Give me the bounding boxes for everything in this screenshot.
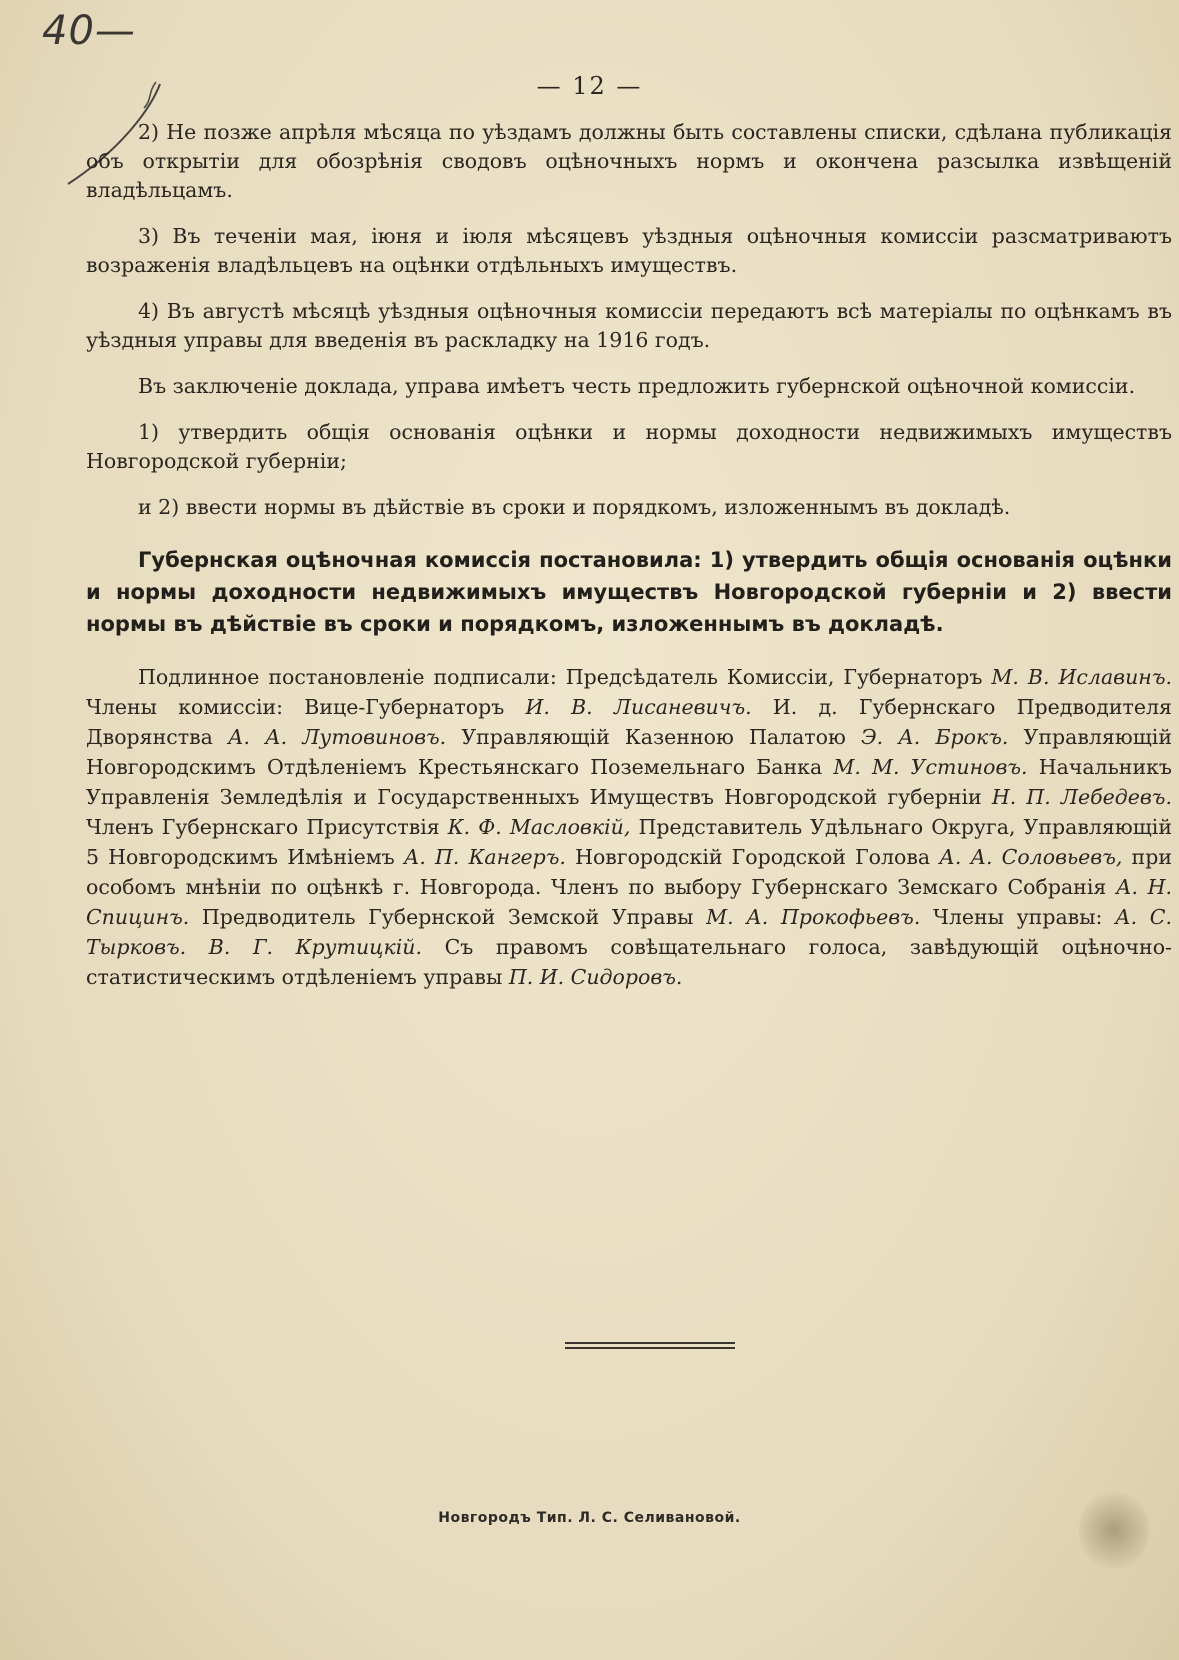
signatures-text: И. д. Губернскаго Предводителя Дворянства bbox=[86, 695, 1172, 749]
signatures-text: Съ правомъ совѣщательнаго голоса, завѣдующій оцѣночно-статистическимъ отдѣленіемъ управы bbox=[86, 935, 1172, 989]
conclusion-intro: Въ заключеніе доклада, управа имѣетъ честь предложить губернской оцѣночной комиссіи. bbox=[138, 374, 1136, 398]
signatures-text: Члены управы: bbox=[920, 905, 1116, 929]
signatures-text: Членъ Губернскаго Присутствія bbox=[86, 815, 448, 839]
divider-line bbox=[565, 1347, 735, 1349]
signatures-text: Предводитель Губернской Земской Управы bbox=[189, 905, 707, 929]
signatory-name: М. М. Устиновъ. bbox=[833, 755, 1028, 779]
paragraph-item-4: 4) Въ августѣ мѣсяцѣ уѣздныя оцѣночныя комиссіи передаютъ всѣ матеріалы по оцѣнкамъ въ уѣздныя управы для введенія въ раскладку на 1916 годъ. bbox=[86, 299, 1172, 352]
signatory-name: А. А. Соловьевъ, bbox=[939, 845, 1123, 869]
signatures-text: Управляющій Новгородскимъ Отдѣленіемъ Крестьянскаго Поземельнаго Банка bbox=[86, 725, 1172, 779]
signatures-paragraph bbox=[86, 662, 1172, 992]
signatory-name: А. А. Лутовиновъ. bbox=[227, 725, 447, 749]
page-number: — 12 — bbox=[536, 72, 643, 100]
proposal-item-1: 1) утвердить общія основанія оцѣнки и нормы доходности недвижимыхъ имуществъ Новгородской губерніи; bbox=[86, 420, 1172, 473]
signatory-name: М. А. Прокофьевъ. bbox=[706, 905, 921, 929]
commission-resolution: Губернская оцѣночная комиссія постановила: 1) утвердить общія основанія оцѣнки и нормы доходности недвижимыхъ имуществъ Новгородской губерніи и 2) ввести нормы въ дѣйствіе въ сроки и порядкомъ, изложеннымъ въ докладѣ. bbox=[86, 548, 1172, 636]
signatures-text: Члены комиссіи: Вице-Губернаторъ bbox=[86, 695, 526, 719]
signatory-name: К. Ф. Масловкій, bbox=[447, 815, 631, 839]
proposal-item-2: и 2) ввести нормы въ дѣйствіе въ сроки и порядкомъ, изложеннымъ въ докладѣ. bbox=[138, 495, 1011, 519]
signatures-text: Подлинное постановленіе подписали: Предсѣдатель Комиссіи, Губернаторъ bbox=[138, 665, 992, 689]
paragraph-item-3: 3) Въ теченіи мая, іюня и іюля мѣсяцевъ уѣздныя оцѣночныя комиссіи разсматриваютъ возраженія владѣльцевъ на оцѣнки отдѣльныхъ имуществъ. bbox=[86, 224, 1172, 277]
signatures-text: Начальникъ Управленія Земледѣлія и Государственныхъ Имуществъ Новгородской губерніи bbox=[86, 755, 1172, 809]
signatures-text: Представитель Удѣльнаго Округа, Управляющій 5 Новгородскимъ Имѣніемъ bbox=[86, 815, 1172, 869]
printer-imprint: Новгородъ Тип. Л. С. Селивановой. bbox=[438, 1510, 741, 1526]
signatory-name: И. В. Лисаневичъ. bbox=[525, 695, 752, 719]
signatory-name: Н. П. Лебедевъ. bbox=[991, 785, 1172, 809]
signatures-text: Управляющій Казенною Палатою bbox=[446, 725, 861, 749]
signatory-name: М. В. Иславинъ. bbox=[991, 665, 1172, 689]
signatory-name: П. И. Сидоровъ. bbox=[508, 965, 683, 989]
signatory-name: А. П. Кангеръ. bbox=[403, 845, 566, 869]
signatory-name: А. Н. Спицинъ. bbox=[86, 875, 1173, 929]
signatures-text: Новгородскій Городской Голова bbox=[565, 845, 940, 869]
signatory-name: А. С. Тырковъ. В. Г. Крутицкій. bbox=[86, 905, 1172, 959]
signatures-text: при особомъ мнѣніи по оцѣнкѣ г. Новгорода. Членъ по выбору Губернскаго Земскаго Собранія bbox=[86, 845, 1173, 899]
document-body bbox=[86, 118, 1172, 1009]
divider-line bbox=[565, 1342, 735, 1344]
paper-stain bbox=[1079, 1490, 1149, 1570]
handwritten-note: 40— bbox=[42, 8, 136, 54]
paragraph-item-2: 2) Не позже апрѣля мѣсяца по уѣздамъ должны быть составлены списки, сдѣлана публикація объ открытіи для обозрѣнія сводовъ оцѣночныхъ нормъ и окончена разсылка извѣщеній владѣльцамъ. bbox=[86, 120, 1172, 202]
signatory-name: Э. А. Брокъ. bbox=[860, 725, 1009, 749]
